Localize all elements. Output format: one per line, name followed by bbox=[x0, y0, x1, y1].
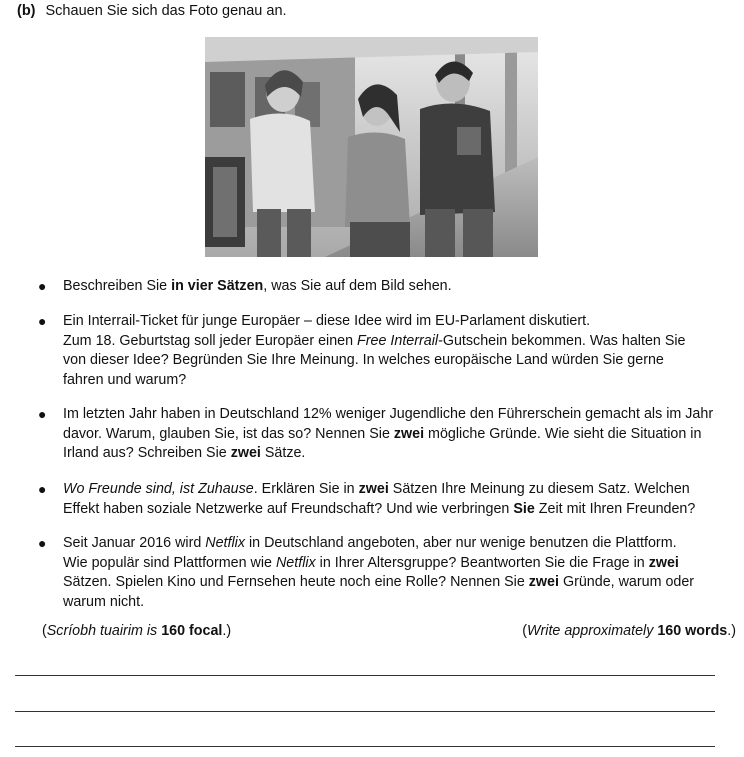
bullet-icon: ● bbox=[38, 313, 47, 329]
question-label: (b) bbox=[17, 3, 36, 19]
photo-illustration bbox=[205, 37, 538, 257]
answer-line[interactable] bbox=[15, 746, 715, 747]
answer-line[interactable] bbox=[15, 711, 715, 712]
bullet-icon: ● bbox=[38, 406, 47, 422]
task-item-freunde: ● Wo Freunde sind, ist Zuhause. Erklären Sie in zwei Sätzen Ihre Meinung zu diesem Satz. Welchen Effekt haben soziale Netzwerke auf Freundschaft? Und wie verbringen Sie Zeit mit Ihren Freunden? bbox=[38, 481, 696, 517]
answer-line[interactable] bbox=[15, 675, 715, 676]
task-item-netflix: ● Seit Januar 2016 wird Netflix in Deutschland angeboten, aber nur wenige benutzen die Plattform. Wie populär sind Plattformen wie Netflix in Ihrer Altersgruppe? Beantworten Sie die Frage in zwei Sätzen. Spielen Kino und Fernsehen heute noch eine Rolle? Nennen Sie zwei Gründe, warum oder warum nicht. bbox=[38, 535, 695, 610]
word-count-english: (Write approximately 160 words.) bbox=[522, 623, 736, 639]
bullet-icon: ● bbox=[38, 481, 47, 497]
question-header bbox=[17, 3, 287, 19]
word-count-irish: (Scríobh tuairim is 160 focal.) bbox=[42, 623, 232, 639]
bullet-icon: ● bbox=[38, 278, 47, 294]
bullet-icon: ● bbox=[38, 535, 47, 551]
task-item-interrail: ● Ein Interrail-Ticket für junge Europäer – diese Idee wird im EU-Parlament diskutiert. Zum 18. Geburtstag soll jeder Europäer einen Free Interrail-Gutschein bekommen. Was halten Sie von dieser Idee? Begründen Sie Ihre Meinung. In welches europäische Land würden Sie gerne fahren und warum? bbox=[38, 313, 686, 388]
task-item-fuehrerschein: ● Im letzten Jahr haben in Deutschland 12% weniger Jugendliche den Führerschein gemacht als im Jahr davor. Warum, glauben Sie, ist das so? Nennen Sie zwei mögliche Gründe. Wie sieht die Situation in Irland aus? Schreiben Sie zwei Sätze. bbox=[38, 406, 714, 462]
task-item-describe: ● Beschreiben Sie in vier Sätzen, was Sie auf dem Bild sehen. bbox=[38, 277, 452, 297]
photo bbox=[205, 37, 538, 257]
question-instruction: Schauen Sie sich das Foto genau an. bbox=[45, 3, 287, 19]
